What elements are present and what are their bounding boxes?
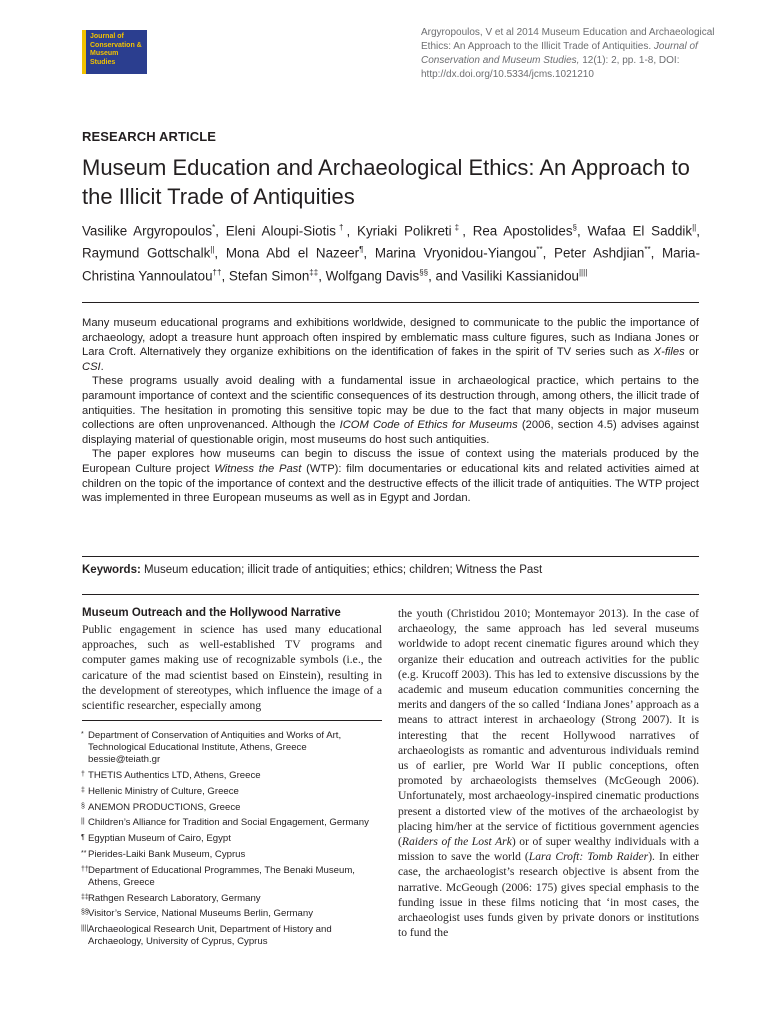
abstract — [82, 316, 699, 506]
footnote — [82, 786, 382, 798]
citation-header — [421, 26, 721, 82]
footnote — [82, 770, 382, 782]
body-italic: Raiders of the Lost Ark — [401, 835, 512, 849]
footnote-text: Archaeological Research Unit, Department of History and — [88, 924, 332, 936]
footnote — [82, 802, 382, 814]
section-heading: Museum Outreach and the Hollywood Narrative — [82, 607, 341, 619]
author-name: Maria-Christina Yannoulatou — [82, 245, 700, 284]
abstract-text: or — [684, 346, 699, 359]
footnote-text: ANEMON PRODUCTIONS, Greece — [88, 801, 241, 813]
author-affiliation-mark: †† — [212, 267, 222, 277]
author-affiliation-mark: ** — [536, 245, 543, 255]
author-name: Wafaa El Saddik — [587, 223, 693, 239]
footnote-mark: ** — [81, 849, 87, 857]
author-name: Mona Abd el Nazeer — [225, 245, 360, 261]
author-name: Stefan Simon — [228, 268, 310, 284]
footnote-text: Rathgen Research Laboratory, Germany — [88, 892, 261, 904]
article-type: RESEARCH ARTICLE — [82, 129, 217, 144]
author-affiliation-mark: ¶ — [359, 245, 364, 255]
logo-line: Journal of — [90, 33, 124, 40]
citation-text: Argyropoulos, V et al 2014 Museum Education and Archaeological Ethics: An Approach to the Illicit Trade of Antiquities. — [421, 27, 715, 52]
abstract-italic: X-files — [653, 346, 685, 359]
divider — [82, 302, 699, 303]
journal-logo — [82, 30, 147, 74]
body-paragraph — [398, 606, 699, 940]
abstract-text: . — [100, 360, 104, 373]
footnote-mark: ‡‡ — [81, 893, 89, 901]
author-name: Peter Ashdjian — [554, 245, 645, 261]
logo-line: Museum — [90, 50, 119, 57]
author-name: Wolfgang Davis — [325, 268, 420, 284]
author-name: Kyriaki Polikreti — [357, 223, 452, 239]
body-right-column — [398, 606, 699, 940]
author-affiliation-mark: * — [212, 223, 216, 232]
author-name: Rea Apostolides — [472, 223, 573, 239]
abstract-text: Many museum educational programs and exhibitions worldwide, designed to communicate to the public the importance of archaeology, adopt a treasure hunt approach often inspired by emblematic mass culture figures, such as Indiana Jones or Lara Croft. Alternatively they organize exhibitions on the identification of fakes in the spirit of TV series such as — [82, 317, 699, 359]
footnote-text: THETIS Authentics LTD, Athens, Greece — [88, 769, 261, 781]
footnote-mark: || — [81, 818, 85, 826]
footnote — [82, 817, 382, 829]
footnote-text: Children’s Alliance for Tradition and Social Engagement, Germany — [88, 817, 369, 829]
citation-journal: Journal of Conservation and Museum Studies, — [421, 41, 698, 66]
body-italic: Lara Croft: Tomb Raider — [528, 850, 649, 864]
footnote-text: Pierides-Laiki Bank Museum, Cyprus — [88, 848, 246, 860]
logo-line: Studies — [90, 58, 116, 66]
footnote-mark: |||| — [81, 925, 89, 933]
abstract-paragraph — [82, 374, 699, 447]
logo-line: Conservation & — [90, 41, 142, 49]
footnote — [82, 833, 382, 845]
abstract-text: (WTP): film documentaries or educational kits and related activities aimed at children on the topic of the importance of context and the destructive effects of the illicit trade of antiquities. The WTP project was implemented in three European museums as well as in Egypt and Jordan. — [82, 462, 699, 505]
author-name: Vasilike Argyropoulos — [82, 223, 213, 239]
footnote-mark: §§ — [81, 909, 89, 917]
footnote-mark: § — [81, 802, 85, 810]
author-affiliation-mark: † — [335, 223, 347, 232]
author-list: Vasilike Argyropoulos*, Eleni Aloupi-Siotis†, Kyriaki Polikreti‡, Rea Apostolides§, Wafaa El Saddik||, Raymund Gottschalk||, Mona Abd el Nazeer¶, Marina Vryonidou-Yiangou**, Peter Ashdjian**, Maria-Christina Yannoulatou††, Stefan Simon‡‡, Wolfgang Davis§§, and Vasiliki Kassianidou|||| — [82, 223, 700, 284]
author-affiliation-mark: |||| — [578, 267, 588, 277]
abstract-paragraph — [82, 447, 699, 505]
footnote — [82, 865, 382, 889]
footnote-text: Archaeology, University of Cyprus, Cyprus — [88, 936, 268, 948]
footnote-text: Egyptian Museum of Cairo, Egypt — [88, 833, 231, 845]
abstract-text: (2006, section 4.5) advises against displaying material of questionable origin, most museums do host such antiquities. — [82, 419, 700, 446]
abstract-italic: Witness the Past — [214, 462, 302, 475]
abstract-paragraph — [82, 316, 699, 374]
footnote-mark: †† — [81, 865, 89, 873]
body-text: ) or of super wealthy individuals with a mission to save the world ( — [398, 835, 700, 864]
footnote — [82, 908, 382, 920]
abstract-text: These programs usually avoid dealing with a fundamental issue in archaeological practice, which pertains to the paramount importance of context and the scientific consequences of its destruction through, among others, the illicit trade of antiquities. The hesitation in promoting this sensitive topic may be due to the fact that many objects in major museum collections are often unprovenanced. Although the — [82, 375, 699, 432]
footnote-divider — [82, 720, 382, 721]
citation-details: 12(1): 2, pp. 1-8, DOI: http://dx.doi.org/10.5334/jcms.1021210 — [421, 55, 680, 80]
article-title: Museum Education and Archaeological Ethics: An Approach to the Illicit Trade of Antiquities — [82, 155, 690, 209]
author-name: Raymund Gottschalk — [82, 245, 211, 261]
footnote-mark: * — [81, 731, 84, 738]
footnote-mark: † — [81, 770, 85, 778]
author-name: Marina Vryonidou-Yiangou — [374, 245, 537, 261]
footnote-text: Athens, Greece — [88, 876, 155, 888]
footnote — [82, 849, 382, 861]
footnote — [82, 893, 382, 905]
divider — [82, 556, 699, 557]
author-affiliation-mark: ** — [644, 245, 651, 255]
body-paragraph: Public engagement in science has used many educational approaches, such as well-established TV programs and computer games making use of recognizable symbols (i.e., the caricature of the mad scientist based on Einstein), resulting in the development of stereotypes, which influence the image of a scientific researcher, especially among — [82, 623, 382, 713]
keywords-label: Keywords: — [82, 564, 141, 576]
footnote-text: Department of Conservation of Antiquities and Works of Art, — [88, 730, 342, 741]
footnote-text: Hellenic Ministry of Culture, Greece — [88, 785, 239, 797]
author-name: Eleni Aloupi-Siotis — [225, 223, 336, 239]
divider — [82, 594, 699, 595]
footnote-mark: ¶ — [81, 834, 85, 842]
author-affiliation-mark: §§ — [419, 267, 429, 277]
footnote-mark: ‡ — [81, 786, 85, 794]
footnote-text: Technological Educational Institute, Athens, Greece — [88, 742, 307, 754]
author-affiliation-mark: ‡‡ — [309, 267, 319, 277]
footnote-text: bessie@teiath.gr — [88, 754, 161, 766]
author-affiliation-mark: || — [210, 245, 215, 255]
keywords — [82, 564, 699, 576]
body-text: the youth (Christidou 2010; Montemayor 2013). In the case of archaeology, the same approach has led several museums worldwide to adopt recent cinematic figures around which they organize their education and outreach activities for the public (e.g. Krucoff 2003). This has led to extensive discussions by the academic and museum education communities concerning the merits and dangers of the so called ‘Indiana Jones’ approach as a means to attract interest in archaeology (Strong 2007). It is interesting that the recent Hollywood narratives of archaeologists as romantic and adventurous individuals remind us of earlier, pre World War II public conceptions, often promoted by archaeologists themselves (McGeough 2006). Unfortunately, most archaeology-inspired cinematic productions present a distorted view of the motives of the archaeologist by placing him/her at the service of fictitious government agencies ( — [398, 607, 699, 849]
author-affiliation-mark: § — [572, 223, 577, 232]
body-left-column — [82, 606, 382, 713]
footnote — [82, 730, 382, 766]
footnote — [82, 924, 382, 948]
keywords-text: Museum education; illicit trade of antiquities; ethics; children; Witness the Past — [144, 564, 543, 576]
footnote-text: Department of Educational Programmes, The Benaki Museum, — [88, 864, 355, 876]
author-name: Vasiliki Kassianidou — [461, 268, 579, 284]
author-affiliation-mark: ‡ — [451, 223, 463, 232]
abstract-italic: CSI — [82, 360, 101, 373]
footnote-text: Visitor’s Service, National Museums Berlin, Germany — [88, 908, 314, 920]
abstract-text: The paper explores how museums can begin to discuss the issue of context using the materials produced by the European Culture project — [82, 448, 699, 475]
author-affiliation-mark: || — [692, 223, 697, 232]
abstract-italic: ICOM Code of Ethics for Museums — [339, 419, 518, 432]
footnotes — [82, 730, 382, 952]
body-text: ). In either case, the archaeologist’s research objective is absent from the narrative. McGeough (2006: 175) gives special emphasis to the funding issue in these films noticing that ‘in most cases, the archaeologist uses funds given by private donors or institutions to fund the — [398, 850, 700, 940]
